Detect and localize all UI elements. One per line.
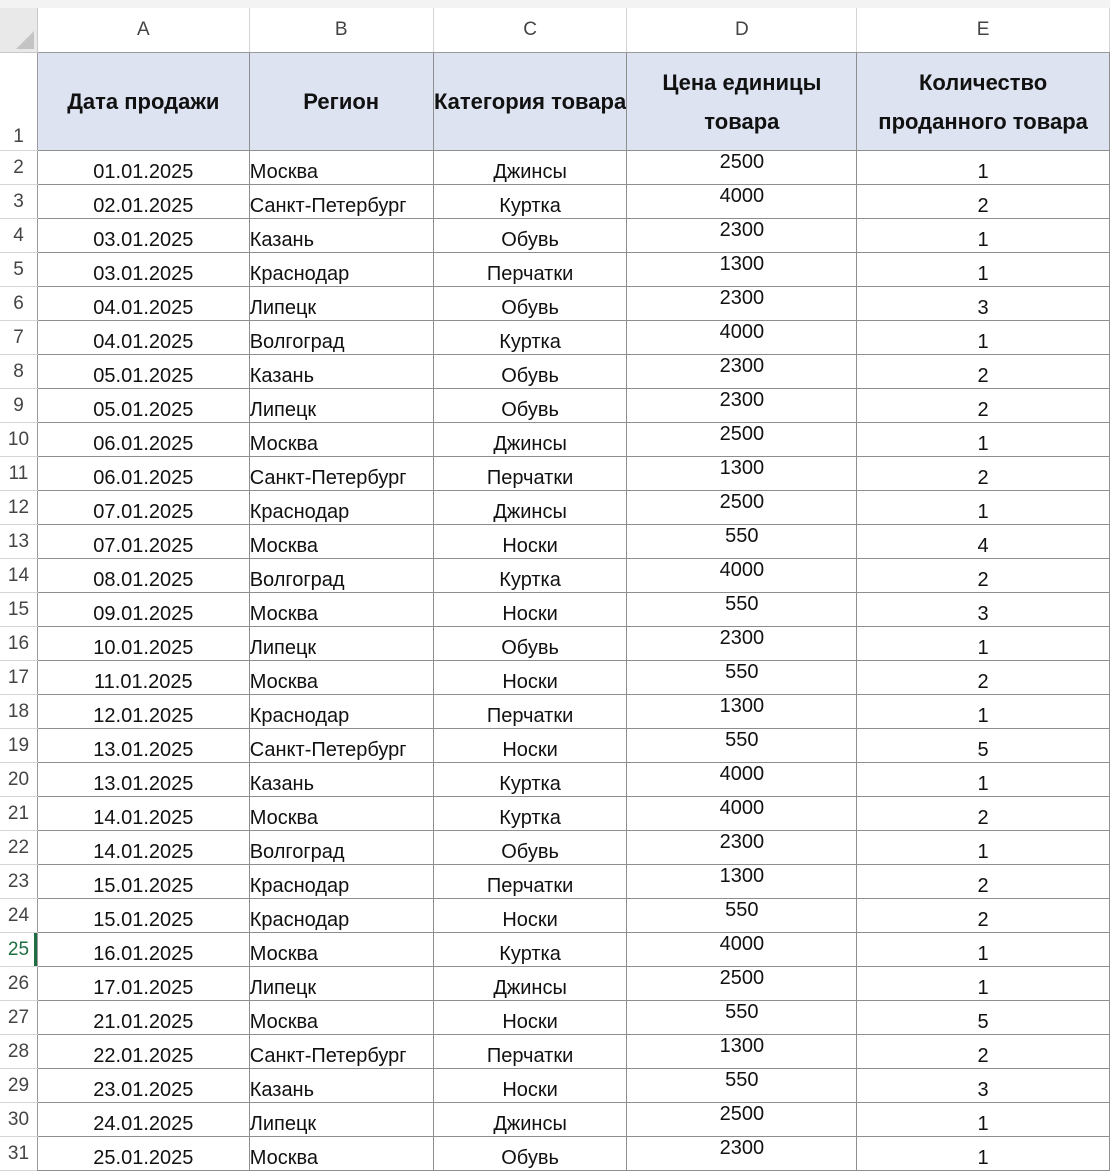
cell-price[interactable]: 4000 bbox=[627, 321, 857, 355]
cell-date[interactable]: 06.01.2025 bbox=[37, 457, 249, 491]
row-number[interactable]: 23 bbox=[0, 865, 37, 899]
table-row bbox=[0, 593, 1110, 627]
select-all-icon bbox=[16, 31, 34, 49]
cell-date[interactable]: 14.01.2025 bbox=[37, 831, 249, 865]
column-header-a[interactable]: A bbox=[37, 8, 249, 53]
table-row bbox=[0, 933, 1110, 967]
cell-price[interactable]: 1300 bbox=[627, 865, 857, 899]
cell-category[interactable]: Обувь bbox=[433, 355, 627, 389]
cell-region[interactable]: Москва bbox=[249, 797, 433, 831]
row-number[interactable]: 2 bbox=[0, 151, 37, 185]
cell-region[interactable]: Санкт-Петербург bbox=[249, 729, 433, 763]
table-row bbox=[0, 1035, 1110, 1069]
table-row bbox=[0, 559, 1110, 593]
header-quantity-sold[interactable]: Количество проданного товара bbox=[857, 53, 1110, 151]
column-header-e[interactable]: E bbox=[857, 8, 1110, 53]
cell-date[interactable]: 10.01.2025 bbox=[37, 627, 249, 661]
cell-category[interactable]: Обувь bbox=[433, 831, 627, 865]
cell-category[interactable]: Перчатки bbox=[433, 865, 627, 899]
cell-region[interactable]: Москва bbox=[249, 151, 433, 185]
cell-region[interactable]: Казань bbox=[249, 355, 433, 389]
row-number[interactable]: 15 bbox=[0, 593, 37, 627]
row-number[interactable]: 27 bbox=[0, 1001, 37, 1035]
cell-price[interactable]: 1300 bbox=[627, 253, 857, 287]
sheet-grid bbox=[0, 8, 1110, 1171]
cell-category[interactable]: Носки bbox=[433, 729, 627, 763]
cell-price[interactable]: 4000 bbox=[627, 763, 857, 797]
cell-quantity[interactable]: 1 bbox=[857, 1103, 1110, 1137]
cell-region[interactable]: Москва bbox=[249, 661, 433, 695]
cell-region[interactable]: Санкт-Петербург bbox=[249, 185, 433, 219]
table-row bbox=[0, 253, 1110, 287]
cell-date[interactable]: 25.01.2025 bbox=[37, 1137, 249, 1171]
cell-date[interactable]: 22.01.2025 bbox=[37, 1035, 249, 1069]
cell-quantity[interactable]: 1 bbox=[857, 627, 1110, 661]
cell-quantity[interactable]: 2 bbox=[857, 661, 1110, 695]
table-row bbox=[0, 967, 1110, 1001]
cell-category[interactable]: Джинсы bbox=[433, 967, 627, 1001]
cell-category[interactable]: Носки bbox=[433, 1001, 627, 1035]
row-number[interactable]: 11 bbox=[0, 457, 37, 491]
cell-category[interactable]: Куртка bbox=[433, 321, 627, 355]
cell-region[interactable]: Москва bbox=[249, 525, 433, 559]
cell-region[interactable]: Липецк bbox=[249, 1103, 433, 1137]
cell-quantity[interactable]: 2 bbox=[857, 185, 1110, 219]
cell-category[interactable]: Обувь bbox=[433, 287, 627, 321]
cell-price[interactable]: 2300 bbox=[627, 219, 857, 253]
cell-date[interactable]: 14.01.2025 bbox=[37, 797, 249, 831]
table-row bbox=[0, 287, 1110, 321]
cell-date[interactable]: 12.01.2025 bbox=[37, 695, 249, 729]
cell-quantity[interactable]: 1 bbox=[857, 253, 1110, 287]
cell-category[interactable]: Перчатки bbox=[433, 253, 627, 287]
cell-quantity[interactable]: 1 bbox=[857, 151, 1110, 185]
cell-date[interactable]: 15.01.2025 bbox=[37, 865, 249, 899]
row-number[interactable]: 18 bbox=[0, 695, 37, 729]
row-number[interactable]: 24 bbox=[0, 899, 37, 933]
cell-date[interactable]: 07.01.2025 bbox=[37, 491, 249, 525]
cell-quantity[interactable]: 1 bbox=[857, 967, 1110, 1001]
table-row bbox=[0, 627, 1110, 661]
cell-date[interactable]: 16.01.2025 bbox=[37, 933, 249, 967]
header-category[interactable]: Категория товара bbox=[433, 53, 627, 151]
column-header-row bbox=[0, 8, 1110, 53]
table-row bbox=[0, 1001, 1110, 1035]
cell-date[interactable]: 02.01.2025 bbox=[37, 185, 249, 219]
cell-price[interactable]: 2300 bbox=[627, 831, 857, 865]
cell-price[interactable]: 2500 bbox=[627, 151, 857, 185]
cell-category[interactable]: Джинсы bbox=[433, 423, 627, 457]
cell-price[interactable]: 4000 bbox=[627, 797, 857, 831]
cell-region[interactable]: Краснодар bbox=[249, 695, 433, 729]
row-number[interactable]: 30 bbox=[0, 1103, 37, 1137]
cell-price[interactable]: 2300 bbox=[627, 355, 857, 389]
row-number[interactable]: 13 bbox=[0, 525, 37, 559]
cell-region[interactable]: Волгоград bbox=[249, 559, 433, 593]
cell-region[interactable]: Волгоград bbox=[249, 831, 433, 865]
cell-category[interactable]: Носки bbox=[433, 661, 627, 695]
cell-region[interactable]: Санкт-Петербург bbox=[249, 1035, 433, 1069]
cell-category[interactable]: Джинсы bbox=[433, 491, 627, 525]
column-header-b[interactable]: B bbox=[249, 8, 433, 53]
cell-price[interactable]: 2500 bbox=[627, 491, 857, 525]
cell-quantity[interactable]: 2 bbox=[857, 389, 1110, 423]
cell-category[interactable]: Перчатки bbox=[433, 457, 627, 491]
cell-quantity[interactable]: 3 bbox=[857, 287, 1110, 321]
row-number[interactable]: 19 bbox=[0, 729, 37, 763]
row-number[interactable]: 26 bbox=[0, 967, 37, 1001]
cell-date[interactable]: 05.01.2025 bbox=[37, 389, 249, 423]
cell-price[interactable]: 2300 bbox=[627, 1137, 857, 1171]
cell-quantity[interactable]: 1 bbox=[857, 491, 1110, 525]
table-row bbox=[0, 525, 1110, 559]
cell-date[interactable]: 21.01.2025 bbox=[37, 1001, 249, 1035]
cell-date[interactable]: 17.01.2025 bbox=[37, 967, 249, 1001]
cell-quantity[interactable]: 2 bbox=[857, 865, 1110, 899]
row-number[interactable]: 31 bbox=[0, 1137, 37, 1171]
table-row bbox=[0, 491, 1110, 525]
cell-category[interactable]: Носки bbox=[433, 899, 627, 933]
select-all-corner[interactable] bbox=[0, 8, 37, 53]
cell-category[interactable]: Джинсы bbox=[433, 151, 627, 185]
row-number[interactable]: 10 bbox=[0, 423, 37, 457]
cell-category[interactable]: Носки bbox=[433, 593, 627, 627]
cell-price[interactable]: 550 bbox=[627, 661, 857, 695]
cell-region[interactable]: Москва bbox=[249, 423, 433, 457]
table-row bbox=[0, 185, 1110, 219]
cell-date[interactable]: 04.01.2025 bbox=[37, 321, 249, 355]
cell-quantity[interactable]: 2 bbox=[857, 355, 1110, 389]
cell-category[interactable]: Обувь bbox=[433, 389, 627, 423]
cell-price[interactable]: 550 bbox=[627, 729, 857, 763]
row-number[interactable]: 5 bbox=[0, 253, 37, 287]
cell-region[interactable]: Казань bbox=[249, 763, 433, 797]
table-row bbox=[0, 763, 1110, 797]
table-row bbox=[0, 899, 1110, 933]
cell-date[interactable]: 13.01.2025 bbox=[37, 763, 249, 797]
header-region[interactable]: Регион bbox=[249, 53, 433, 151]
cell-date[interactable]: 11.01.2025 bbox=[37, 661, 249, 695]
cell-date[interactable]: 09.01.2025 bbox=[37, 593, 249, 627]
table-row bbox=[0, 797, 1110, 831]
cell-date[interactable]: 15.01.2025 bbox=[37, 899, 249, 933]
column-header-d[interactable]: D bbox=[627, 8, 857, 53]
row-number[interactable]: 20 bbox=[0, 763, 37, 797]
cell-region[interactable]: Липецк bbox=[249, 967, 433, 1001]
row-number[interactable]: 22 bbox=[0, 831, 37, 865]
table-row bbox=[0, 1103, 1110, 1137]
cell-date[interactable]: 08.01.2025 bbox=[37, 559, 249, 593]
cell-date[interactable]: 23.01.2025 bbox=[37, 1069, 249, 1103]
cell-quantity[interactable]: 1 bbox=[857, 321, 1110, 355]
row-number[interactable]: 9 bbox=[0, 389, 37, 423]
cell-category[interactable]: Обувь bbox=[433, 219, 627, 253]
row-number[interactable]: 7 bbox=[0, 321, 37, 355]
table-row bbox=[0, 321, 1110, 355]
table-row bbox=[0, 423, 1110, 457]
cell-price[interactable]: 1300 bbox=[627, 457, 857, 491]
cell-region[interactable]: Москва bbox=[249, 933, 433, 967]
cell-category[interactable]: Носки bbox=[433, 525, 627, 559]
table-row bbox=[0, 695, 1110, 729]
table-row bbox=[0, 219, 1110, 253]
table-row bbox=[0, 151, 1110, 185]
cell-date[interactable]: 07.01.2025 bbox=[37, 525, 249, 559]
cell-region[interactable]: Волгоград bbox=[249, 321, 433, 355]
row-number[interactable]: 14 bbox=[0, 559, 37, 593]
table-header-row bbox=[0, 53, 1110, 151]
cell-price[interactable]: 550 bbox=[627, 1001, 857, 1035]
header-date-of-sale[interactable]: Дата продажи bbox=[37, 53, 249, 151]
cell-quantity[interactable]: 1 bbox=[857, 695, 1110, 729]
cell-price[interactable]: 550 bbox=[627, 1069, 857, 1103]
cell-quantity[interactable]: 1 bbox=[857, 763, 1110, 797]
cell-date[interactable]: 13.01.2025 bbox=[37, 729, 249, 763]
cell-category[interactable]: Куртка bbox=[433, 933, 627, 967]
cell-category[interactable]: Перчатки bbox=[433, 1035, 627, 1069]
row-number[interactable]: 6 bbox=[0, 287, 37, 321]
cell-price[interactable]: 4000 bbox=[627, 559, 857, 593]
cell-region[interactable]: Липецк bbox=[249, 389, 433, 423]
cell-quantity[interactable]: 3 bbox=[857, 1069, 1110, 1103]
table-row bbox=[0, 729, 1110, 763]
row-number[interactable]: 25 bbox=[0, 933, 37, 967]
next-row-edge bbox=[37, 1170, 1110, 1176]
cell-price[interactable]: 2500 bbox=[627, 423, 857, 457]
cell-category[interactable]: Перчатки bbox=[433, 695, 627, 729]
cell-quantity[interactable]: 2 bbox=[857, 1035, 1110, 1069]
cell-price[interactable]: 2300 bbox=[627, 287, 857, 321]
row-number[interactable]: 17 bbox=[0, 661, 37, 695]
cell-price[interactable]: 550 bbox=[627, 899, 857, 933]
cell-quantity[interactable]: 2 bbox=[857, 559, 1110, 593]
table-row bbox=[0, 661, 1110, 695]
table-row bbox=[0, 389, 1110, 423]
cell-category[interactable]: Джинсы bbox=[433, 1103, 627, 1137]
cell-quantity[interactable]: 1 bbox=[857, 1137, 1110, 1171]
cell-region[interactable]: Москва bbox=[249, 593, 433, 627]
row-number[interactable]: 21 bbox=[0, 797, 37, 831]
header-unit-price[interactable]: Цена единицы товара bbox=[627, 53, 857, 151]
cell-quantity[interactable]: 4 bbox=[857, 525, 1110, 559]
table-row bbox=[0, 831, 1110, 865]
row-number[interactable]: 3 bbox=[0, 185, 37, 219]
cell-price[interactable]: 4000 bbox=[627, 933, 857, 967]
cell-price[interactable]: 1300 bbox=[627, 695, 857, 729]
cell-date[interactable]: 01.01.2025 bbox=[37, 151, 249, 185]
cell-region[interactable]: Краснодар bbox=[249, 899, 433, 933]
cell-price[interactable]: 2300 bbox=[627, 627, 857, 661]
cell-region[interactable]: Краснодар bbox=[249, 491, 433, 525]
cell-region[interactable]: Москва bbox=[249, 1137, 433, 1171]
cell-category[interactable]: Куртка bbox=[433, 559, 627, 593]
cell-price[interactable]: 1300 bbox=[627, 1035, 857, 1069]
table-row bbox=[0, 1137, 1110, 1171]
cell-region[interactable]: Липецк bbox=[249, 287, 433, 321]
row-number[interactable]: 4 bbox=[0, 219, 37, 253]
column-header-c[interactable]: C bbox=[433, 8, 627, 53]
cell-category[interactable]: Обувь bbox=[433, 627, 627, 661]
cell-quantity[interactable]: 3 bbox=[857, 593, 1110, 627]
cell-region[interactable]: Казань bbox=[249, 219, 433, 253]
cell-price[interactable]: 2500 bbox=[627, 1103, 857, 1137]
cell-date[interactable]: 04.01.2025 bbox=[37, 287, 249, 321]
cell-region[interactable]: Липецк bbox=[249, 627, 433, 661]
cell-quantity[interactable]: 2 bbox=[857, 899, 1110, 933]
cell-date[interactable]: 05.01.2025 bbox=[37, 355, 249, 389]
cell-quantity[interactable]: 2 bbox=[857, 797, 1110, 831]
cell-quantity[interactable]: 1 bbox=[857, 423, 1110, 457]
table-row bbox=[0, 865, 1110, 899]
cell-date[interactable]: 06.01.2025 bbox=[37, 423, 249, 457]
row-number-1[interactable]: 1 bbox=[0, 53, 37, 151]
table-row bbox=[0, 457, 1110, 491]
row-number[interactable]: 28 bbox=[0, 1035, 37, 1069]
cell-region[interactable]: Санкт-Петербург bbox=[249, 457, 433, 491]
cell-price[interactable]: 550 bbox=[627, 593, 857, 627]
cell-price[interactable]: 550 bbox=[627, 525, 857, 559]
row-number[interactable]: 12 bbox=[0, 491, 37, 525]
row-number[interactable]: 8 bbox=[0, 355, 37, 389]
cell-region[interactable]: Москва bbox=[249, 1001, 433, 1035]
table-row bbox=[0, 1069, 1110, 1103]
cell-price[interactable]: 2500 bbox=[627, 967, 857, 1001]
cell-category[interactable]: Носки bbox=[433, 1069, 627, 1103]
cell-region[interactable]: Краснодар bbox=[249, 253, 433, 287]
cell-region[interactable]: Краснодар bbox=[249, 865, 433, 899]
cell-quantity[interactable]: 2 bbox=[857, 457, 1110, 491]
cell-region[interactable]: Казань bbox=[249, 1069, 433, 1103]
cell-price[interactable]: 2300 bbox=[627, 389, 857, 423]
cell-price[interactable]: 4000 bbox=[627, 185, 857, 219]
cell-quantity[interactable]: 5 bbox=[857, 729, 1110, 763]
cell-date[interactable]: 03.01.2025 bbox=[37, 253, 249, 287]
cell-category[interactable]: Куртка bbox=[433, 185, 627, 219]
cell-category[interactable]: Куртка bbox=[433, 763, 627, 797]
cell-quantity[interactable]: 5 bbox=[857, 1001, 1110, 1035]
row-number[interactable]: 29 bbox=[0, 1069, 37, 1103]
table-row bbox=[0, 355, 1110, 389]
cell-quantity[interactable]: 1 bbox=[857, 219, 1110, 253]
row-number[interactable]: 16 bbox=[0, 627, 37, 661]
cell-quantity[interactable]: 1 bbox=[857, 933, 1110, 967]
cell-date[interactable]: 03.01.2025 bbox=[37, 219, 249, 253]
cell-date[interactable]: 24.01.2025 bbox=[37, 1103, 249, 1137]
cell-quantity[interactable]: 1 bbox=[857, 831, 1110, 865]
cell-category[interactable]: Обувь bbox=[433, 1137, 627, 1171]
cell-category[interactable]: Куртка bbox=[433, 797, 627, 831]
